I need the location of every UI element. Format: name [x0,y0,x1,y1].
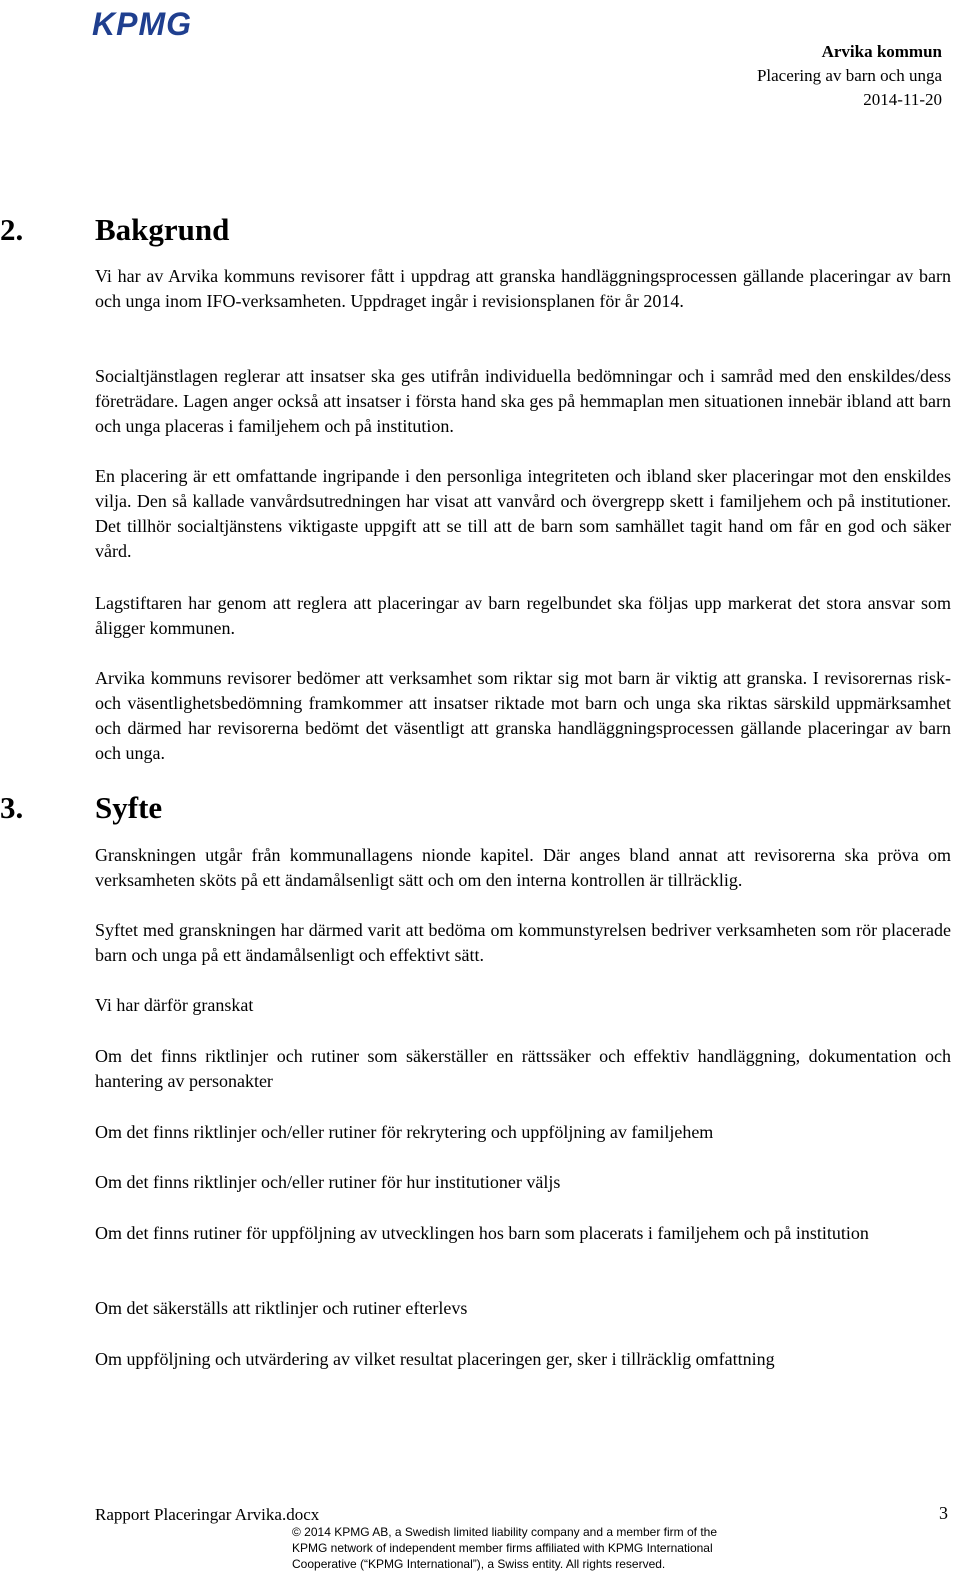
paragraph: Socialtjänstlagen reglerar att insatser ska ges utifrån individuella bedömningar och i samråd med den enskildes/dess företrädare. Lagen anger också att insatser i första hand ska ges på hemmaplan men situationen innebär ibland att barn och unga placeras i familjehem och på institution. [95,366,951,436]
review-item: Om det finns riktlinjer och/eller rutiner för hur institutioner väljs [95,1172,561,1192]
page-number: 3 [939,1503,948,1523]
section-title: Syfte [95,790,163,825]
paragraph: Granskningen utgår från kommunallagens nionde kapitel. Där anges bland annat att revisorerna ska pröva om verksamheten sköts på ett ändamålsenligt sätt och om den interna kontrollen är tillräcklig. [95,845,951,890]
review-item: Om det finns riktlinjer och/eller rutiner för rekrytering och uppföljning av familjehem [95,1122,714,1142]
review-item: Om uppföljning och utvärdering av vilket resultat placeringen ger, sker i tillräcklig omfattning [95,1349,775,1369]
kpmg-logo: KPMG [92,6,192,42]
paragraph: En placering är ett omfattande ingripande i den personliga integriteten och ibland sker placeringar mot den enskildes vilja. Den så kallade vanvårdsutredningen har visat att vanvård och övergrepp skett i familjehem och på institutioner. Det tillhör socialtjänstens viktigaste uppgift att se till att de barn som samhället tagit hand om får en god och säker vård. [95,466,951,561]
review-item: Om det säkerställs att riktlinjer och rutiner efterlevs [95,1298,468,1318]
review-item: Om det finns rutiner för uppföljning av utvecklingen hos barn som placerats i familjehem och på institution [95,1223,869,1243]
section-title: Bakgrund [95,212,230,247]
paragraph: Vi har av Arvika kommuns revisorer fått i uppdrag att granska handläggningsprocessen gällande placeringar av barn och unga inom IFO-verksamheten. Uppdraget ingår i revisionsplanen för år 2014. [95,266,951,311]
section-heading-bakgrund [0,212,229,248]
header-subject: Placering av barn och unga [756,66,942,85]
footer-copyright: © 2014 KPMG AB, a Swedish limited liability company and a member firm of the KPMG network of independent member firms affiliated with KPMG International Cooperative (“KPMG International”), a Swiss entity. All rights reserved. [292,1525,718,1571]
section-heading-syfte [0,790,162,826]
paragraph: Syftet med granskningen har därmed varit att bedöma om kommunstyrelsen bedriver verksamheten som rör placerade barn och unga på ett ändamålsenligt och effektivt sätt. [95,920,951,965]
paragraph: Vi har därför granskat [95,995,254,1015]
section-number: 2. [0,212,24,247]
section-number: 3. [0,790,24,825]
header-date: 2014-11-20 [863,90,942,109]
paragraph: Arvika kommuns revisorer bedömer att verksamhet som riktar sig mot barn är viktig att granska. I revisorernas risk- och väsentlighetsbedömning framkommer att insatser riktade mot barn och unga ska riktas särskild uppmärksamhet och därmed har revisorerna bedömt det väsentligt att granska handläggningsprocessen gällande placeringar av barn och unga. [95,668,951,763]
document-header [757,40,942,112]
review-item: Om det finns riktlinjer och rutiner som säkerställer en rättssäker och effektiv handläggning, dokumentation och hantering av personakter [95,1046,951,1091]
header-organization: Arvika kommun [821,42,942,61]
paragraph: Lagstiftaren har genom att reglera att placeringar av barn regelbundet ska följas upp markerat det stora ansvar som åligger kommunen. [95,593,951,638]
footer-filename: Rapport Placeringar Arvika.docx [95,1505,320,1524]
